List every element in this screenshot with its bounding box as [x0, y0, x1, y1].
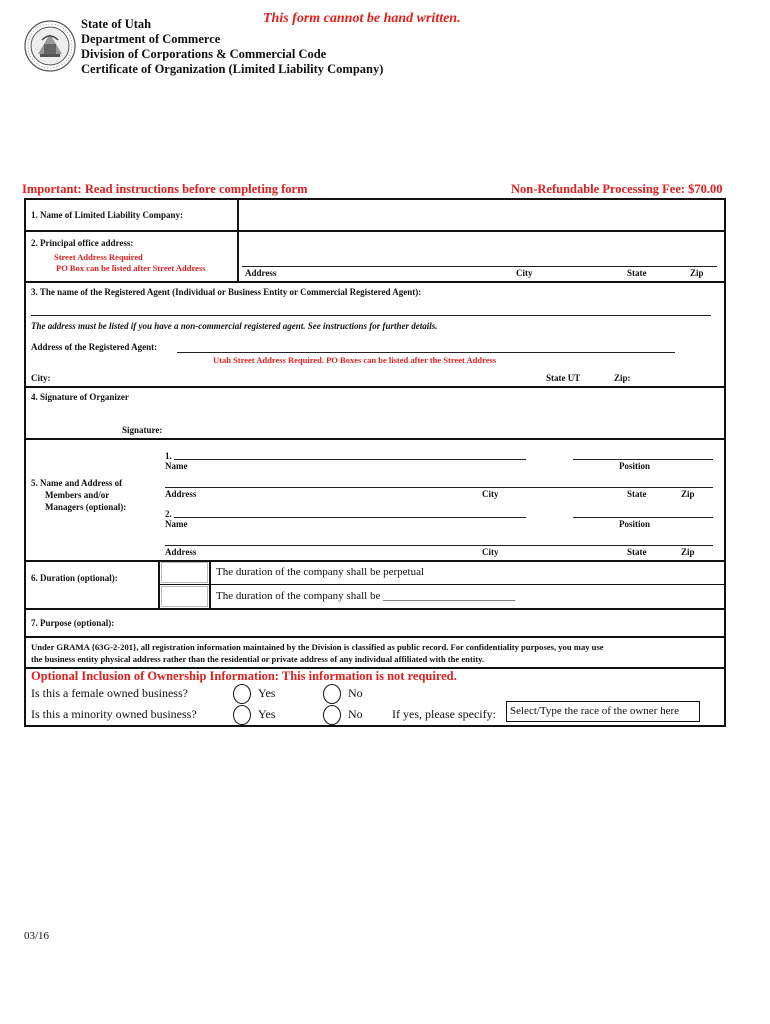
agent-city-label: City:: [31, 373, 51, 383]
section5-label-1: 5. Name and Address of: [31, 478, 123, 488]
member1-number: 1.: [165, 451, 172, 461]
minority-owned-yes-label: Yes: [258, 707, 276, 721]
minority-owned-no-radio[interactable]: [323, 705, 341, 725]
member2-city-caption: City: [482, 547, 499, 557]
registered-agent-line: [31, 315, 711, 316]
female-owned-yes-radio[interactable]: [233, 684, 251, 704]
principal-col-zip: Zip: [690, 268, 704, 278]
female-owned-no-label: No: [348, 686, 363, 700]
agent-address-note: Utah Street Address Required. PO Boxes can be listed after the Street Address: [213, 355, 497, 365]
minority-owned-question: Is this a minority owned business?: [31, 707, 197, 721]
female-owned-question: Is this a female owned business?: [31, 686, 188, 700]
header-certificate: Certificate of Organization (Limited Liability Company): [81, 62, 384, 76]
duration-perpetual-checkbox[interactable]: [161, 562, 208, 583]
header-department: Department of Commerce: [81, 32, 221, 46]
grama-notice-line2: the business entity physical address rather than the residential or private address of any individual affiliated with the entity.: [31, 654, 485, 664]
member1-name-input[interactable]: [174, 446, 526, 459]
street-address-note: Street Address Required: [54, 252, 143, 262]
agent-address-label: Address of the Registered Agent:: [31, 342, 158, 352]
agent-address-input[interactable]: [177, 338, 675, 352]
duration-limited-label: The duration of the company shall be ________________________: [216, 590, 516, 602]
member2-position-line: [573, 517, 713, 518]
section5-label-2: Members and/or: [45, 490, 110, 500]
agent-zip-label: Zip:: [614, 373, 631, 383]
handwritten-warning: This form cannot be hand written.: [263, 11, 461, 26]
minority-owned-yes-radio[interactable]: [233, 705, 251, 725]
member1-name-caption: Name: [165, 461, 188, 471]
female-owned-yes-label: Yes: [258, 686, 276, 700]
form-revision-date: 03/16: [24, 930, 50, 942]
member2-state-caption: State: [627, 547, 647, 557]
member1-address-input[interactable]: [165, 473, 713, 487]
section3-label: 3. The name of the Registered Agent (Individual or Business Entity or Commercial Registered Agent):: [31, 287, 422, 297]
llc-name-input[interactable]: [240, 201, 723, 229]
principal-col-state: State: [627, 268, 647, 278]
minority-owned-no-label: No: [348, 707, 363, 721]
section6-label: 6. Duration (optional):: [31, 573, 118, 583]
member1-name-line: [174, 459, 526, 460]
member1-zip-caption: Zip: [681, 489, 695, 499]
member2-position-input[interactable]: [573, 504, 713, 517]
member1-position-caption: Position: [619, 461, 651, 471]
principal-address-line: [242, 266, 717, 267]
race-select-placeholder: Select/Type the race of the owner here: [510, 705, 680, 717]
member2-name-line: [174, 517, 526, 518]
member1-state-caption: State: [627, 489, 647, 499]
agent-state-label: State UT: [546, 373, 581, 383]
section4-label: 4. Signature of Organizer: [31, 392, 129, 402]
section7-label: 7. Purpose (optional):: [31, 618, 115, 628]
principal-col-city: City: [516, 268, 533, 278]
member2-address-caption: Address: [165, 547, 197, 557]
member2-position-caption: Position: [619, 519, 651, 529]
signature-label: Signature:: [122, 425, 163, 435]
principal-address-input[interactable]: [242, 240, 717, 264]
specify-label: If yes, please specify:: [392, 707, 496, 721]
member1-city-caption: City: [482, 489, 499, 499]
registered-agent-input[interactable]: [31, 298, 711, 314]
section2-label: 2. Principal office address:: [31, 238, 134, 248]
section1-label: 1. Name of Limited Liability Company:: [31, 210, 183, 220]
member2-address-line: [165, 545, 713, 546]
member1-position-input[interactable]: [573, 446, 713, 459]
duration-limited-checkbox[interactable]: [161, 586, 208, 607]
member1-address-line: [165, 487, 713, 488]
important-notice: Important: Read instructions before completing form: [22, 182, 308, 196]
duration-perpetual-label: The duration of the company shall be perpetual: [216, 566, 425, 578]
member2-number: 2.: [165, 509, 172, 519]
member2-address-input[interactable]: [165, 531, 713, 545]
agent-address-line: [177, 352, 675, 353]
section5-label-3: Managers (optional):: [45, 502, 127, 512]
female-owned-no-radio[interactable]: [323, 684, 341, 704]
signature-input[interactable]: [172, 418, 572, 434]
header-state: State of Utah: [81, 17, 152, 31]
po-box-note: PO Box can be listed after Street Address: [56, 263, 206, 273]
grama-notice-line1: Under GRAMA {63G-2-201}, all registration information maintained by the Division is classified as public record. For confidentiality purposes, you may use: [31, 642, 604, 652]
member2-name-input[interactable]: [174, 504, 526, 517]
member2-name-caption: Name: [165, 519, 188, 529]
principal-col-address: Address: [245, 268, 277, 278]
race-select-field[interactable]: [506, 701, 700, 722]
registered-agent-note: The address must be listed if you have a non-commercial registered agent. See instructions for further details.: [31, 321, 438, 331]
member1-position-line: [573, 459, 713, 460]
state-seal-logo: [24, 20, 76, 72]
member2-zip-caption: Zip: [681, 547, 695, 557]
processing-fee: Non-Refundable Processing Fee: $70.00: [511, 182, 723, 196]
header-division: Division of Corporations & Commercial Code: [81, 47, 327, 61]
member1-address-caption: Address: [165, 489, 197, 499]
purpose-input[interactable]: [130, 612, 720, 632]
ownership-title: Optional Inclusion of Ownership Information: This information is not required.: [31, 669, 457, 683]
